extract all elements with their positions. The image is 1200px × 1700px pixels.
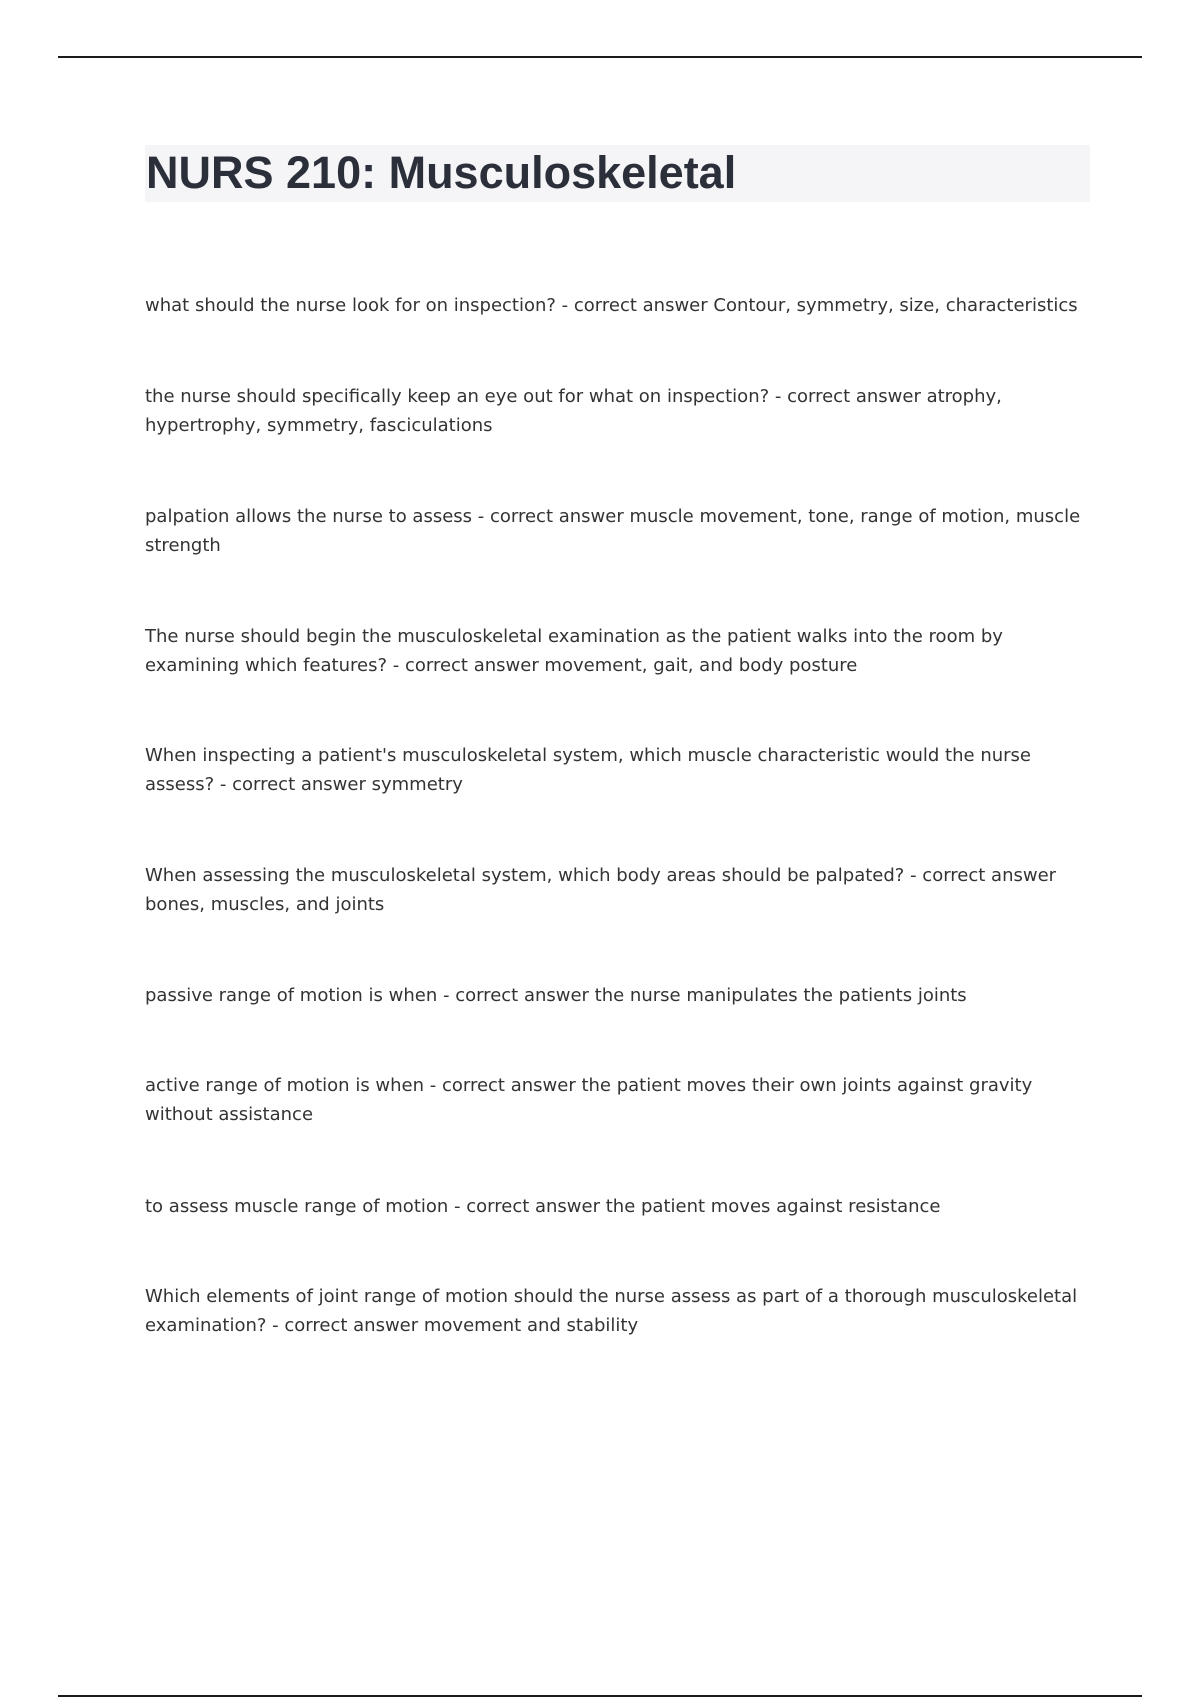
bottom-divider	[58, 1695, 1142, 1697]
qa-item-7: passive range of motion is when - correct answer the nurse manipulates the patients joints	[145, 985, 967, 1006]
top-divider	[58, 56, 1142, 58]
qa-item-8: active range of motion is when - correct answer the patient moves their own joints against gravity without assistance	[145, 1075, 1033, 1125]
qa-item-9: to assess muscle range of motion - correct answer the patient moves against resistance	[145, 1196, 941, 1217]
qa-item-10: Which elements of joint range of motion should the nurse assess as part of a thorough musculoskeletal examination? - correct answer movement and stability	[145, 1286, 1078, 1336]
qa-item-4: The nurse should begin the musculoskeletal examination as the patient walks into the room by examining which features? - correct answer movement, gait, and body posture	[145, 626, 1003, 676]
qa-item-3: palpation allows the nurse to assess - correct answer muscle movement, tone, range of motion, muscle strength	[145, 506, 1081, 556]
qa-item-2: the nurse should specifically keep an eye out for what on inspection? - correct answer atrophy, hypertrophy, symmetry, fasciculations	[145, 386, 1002, 436]
qa-item-6: When assessing the musculoskeletal system, which body areas should be palpated? - correct answer bones, muscles, and joints	[145, 865, 1057, 915]
document-title: NURS 210: Musculoskeletal	[146, 147, 737, 198]
qa-item-1: what should the nurse look for on inspection? - correct answer Contour, symmetry, size, characteristics	[145, 295, 1078, 316]
qa-item-5: When inspecting a patient's musculoskeletal system, which muscle characteristic would the nurse assess? - correct answer symmetry	[145, 745, 1031, 795]
